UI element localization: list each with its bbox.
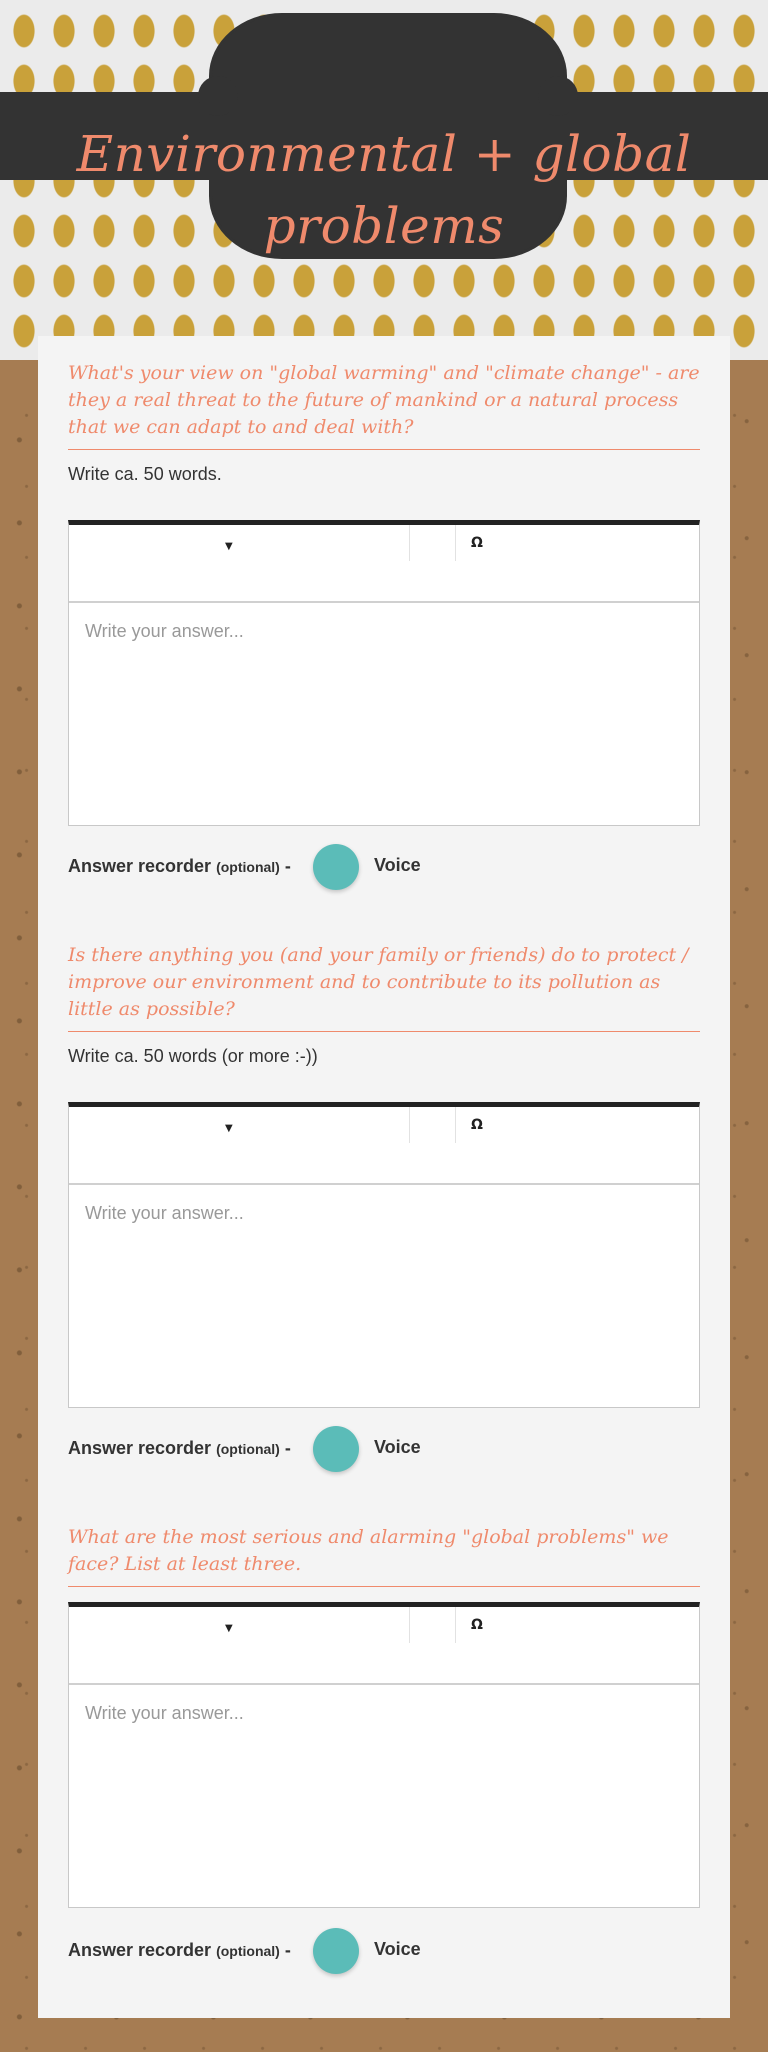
answer-editor [68,520,700,826]
special-characters-icon[interactable]: Ω [471,1117,483,1133]
toolbar-divider [455,1607,456,1643]
toolbar-divider [409,525,410,561]
question-section-2 [68,942,700,1458]
question-prompt: Is there anything you (and your family or friends) do to protect / improve our environment and to contribute to its pollution as little as possible? [68,942,700,1032]
special-characters-icon[interactable]: Ω [471,1617,483,1633]
answer-input[interactable] [69,1185,699,1403]
font-dropdown-caret-icon[interactable]: ▼ [225,1623,233,1634]
special-characters-icon[interactable]: Ω [471,535,483,551]
recorder-voice-label: Voice [374,1437,421,1457]
recorder-label: Answer recorder (optional) - [68,856,291,876]
record-button[interactable] [313,844,359,890]
toolbar-divider [409,1607,410,1643]
editor-toolbar [69,525,699,603]
recorder-label: Answer recorder (optional) - [68,1438,291,1458]
answer-input[interactable] [69,1685,699,1903]
recorder-label: Answer recorder (optional) - [68,1940,291,1960]
answer-input[interactable] [69,603,699,821]
page-title: Environmental + global problems [76,125,692,255]
recorder-voice-label: Voice [374,1939,421,1959]
question-hint: Write ca. 50 words (or more :-)) [68,1046,318,1066]
question-prompt: What's your view on "global warming" and "climate change" - are they a real threat to the future of mankind or a natural process that we can adapt to and deal with? [68,360,700,450]
editor-toolbar [69,1107,699,1185]
answer-editor [68,1602,700,1908]
record-button[interactable] [313,1426,359,1472]
header-banner [0,0,768,360]
toolbar-divider [409,1107,410,1143]
question-prompt: What are the most serious and alarming "global problems" we face? List at least three. [68,1524,700,1587]
question-hint: Write ca. 50 words. [68,464,222,484]
worksheet-card [38,336,730,2018]
recorder-voice-label: Voice [374,855,421,875]
font-dropdown-caret-icon[interactable]: ▼ [225,541,233,552]
question-section-3 [68,1524,700,1960]
answer-editor [68,1102,700,1408]
answer-recorder [68,1426,700,1472]
editor-toolbar [69,1607,699,1685]
record-button[interactable] [313,1928,359,1974]
toolbar-divider [455,525,456,561]
answer-recorder [68,1928,700,1974]
font-dropdown-caret-icon[interactable]: ▼ [225,1123,233,1134]
question-section-1 [68,360,700,876]
answer-recorder [68,844,700,890]
toolbar-divider [455,1107,456,1143]
